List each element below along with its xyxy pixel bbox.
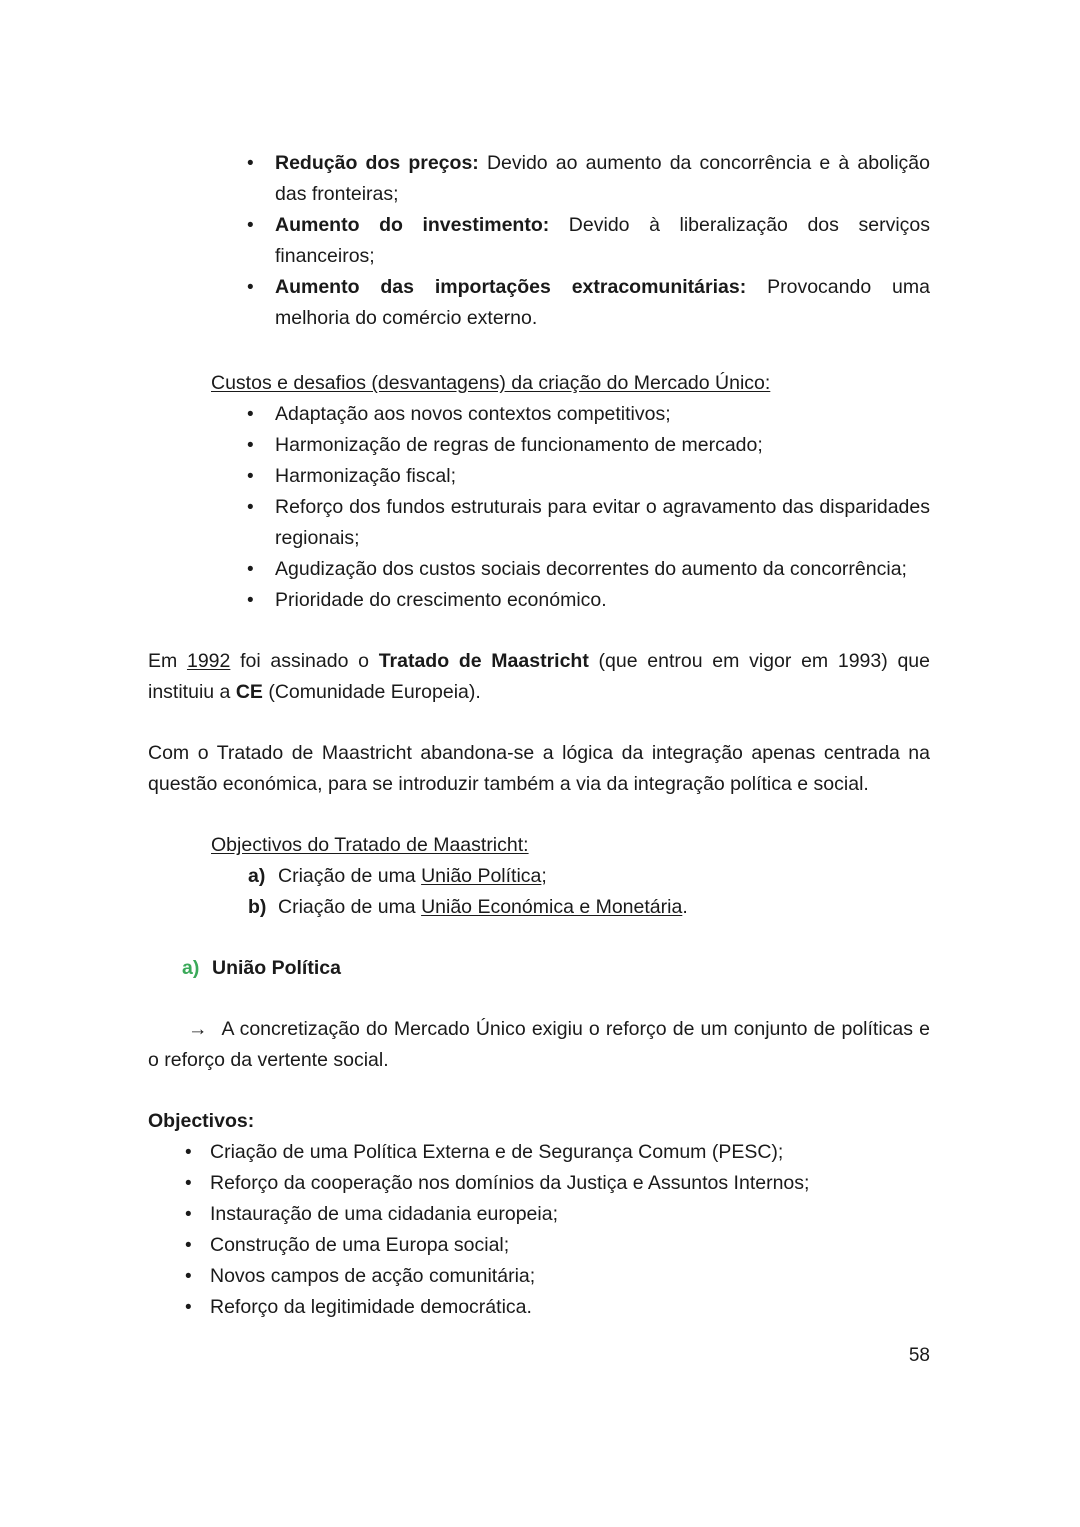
list-item	[148, 892, 930, 923]
list-item-text: Devido à liberalização dos serviços financeiros;	[275, 214, 930, 267]
objectives-treaty-section	[211, 830, 930, 861]
page-number: 58	[908, 1345, 930, 1366]
par-text: (Comunidade Europeia).	[262, 681, 481, 703]
list-item: • Harmonização fiscal;	[148, 461, 930, 492]
list-item-lead: Aumento do investimento:	[275, 214, 550, 236]
year-1992: 1992	[186, 650, 231, 672]
par-text: (que entrou em vigor em 1993) que instituiu a	[148, 650, 930, 703]
list-item: • Reforço da legitimidade democrática.	[148, 1292, 930, 1323]
objectives-treaty-heading: Objectivos do Tratado de Maastricht:	[211, 834, 529, 856]
underlined-term: União Económica e Monetária	[421, 896, 683, 918]
list-item-tail: ;	[541, 865, 547, 887]
list-item: • Instauração de uma cidadania europeia;	[148, 1199, 930, 1230]
par-text: foi assinado o	[230, 650, 379, 672]
spacer	[148, 1076, 930, 1106]
objectives-treaty-list	[148, 861, 930, 923]
list-item-text: Criação de uma	[278, 896, 422, 918]
treaty-name: Tratado de Maastricht	[378, 650, 589, 672]
spacer	[148, 334, 930, 368]
costs-list	[148, 399, 930, 616]
list-item: • Agudização dos custos sociais decorrentes do aumento da concorrência;	[148, 554, 930, 585]
right-arrow-icon: →	[188, 1018, 208, 1040]
section-title: União Política	[212, 957, 341, 979]
section-heading-political-union	[148, 953, 930, 984]
ce-abbrev: CE	[235, 681, 263, 703]
costs-section	[211, 368, 930, 399]
list-item: • Construção de uma Europa social;	[148, 1230, 930, 1261]
list-item: • Reforço dos fundos estruturais para evitar o agravamento das disparidades regionais;	[148, 492, 930, 554]
list-item-lead: Redução dos preços:	[275, 152, 479, 174]
list-item	[148, 210, 930, 272]
list-marker: a)	[248, 865, 266, 887]
spacer	[148, 800, 930, 830]
arrow-paragraph-text: A concretização do Mercado Único exigiu o reforço de um conjunto de políticas e o reforço da vertente social.	[148, 1018, 930, 1071]
list-item	[148, 272, 930, 334]
maastricht-paragraph	[148, 646, 930, 708]
list-item: • Harmonização de regras de funcionamento de mercado;	[148, 430, 930, 461]
list-marker: b)	[248, 896, 267, 918]
spacer	[148, 984, 930, 1014]
arrow-paragraph	[148, 1014, 930, 1076]
list-item: • Adaptação aos novos contextos competitivos;	[148, 399, 930, 430]
spacer	[148, 708, 930, 738]
list-item-text: Criação de uma	[278, 865, 422, 887]
benefits-list	[148, 148, 930, 334]
list-item-text: Provocando uma melhoria do comércio externo.	[275, 276, 930, 329]
list-item	[148, 861, 930, 892]
par-text: Em	[148, 650, 187, 672]
costs-heading: Custos e desafios (desvantagens) da criação do Mercado Único:	[211, 372, 771, 394]
section-marker: a)	[182, 957, 200, 979]
list-item: • Prioridade do crescimento económico.	[148, 585, 930, 616]
underlined-term: União Política	[421, 865, 542, 887]
spacer	[148, 923, 930, 953]
spacer	[148, 616, 930, 646]
list-item-tail: .	[682, 896, 688, 918]
list-item: • Novos campos de acção comunitária;	[148, 1261, 930, 1292]
list-item: • Criação de uma Política Externa e de Segurança Comum (PESC);	[148, 1137, 930, 1168]
list-item	[148, 148, 930, 210]
list-item-text: Devido ao aumento da concorrência e à abolição das fronteiras;	[275, 152, 930, 205]
list-item-lead: Aumento das importações extracomunitárias:	[275, 276, 747, 298]
maastricht-logic-paragraph: Com o Tratado de Maastricht abandona-se a lógica da integração apenas centrada na questão económica, para se introduzir também a via da integração política e social.	[148, 742, 930, 795]
political-union-objectives-list	[148, 1137, 930, 1323]
list-item: • Reforço da cooperação nos domínios da Justiça e Assuntos Internos;	[148, 1168, 930, 1199]
objectives-label: Objectivos:	[148, 1110, 255, 1132]
